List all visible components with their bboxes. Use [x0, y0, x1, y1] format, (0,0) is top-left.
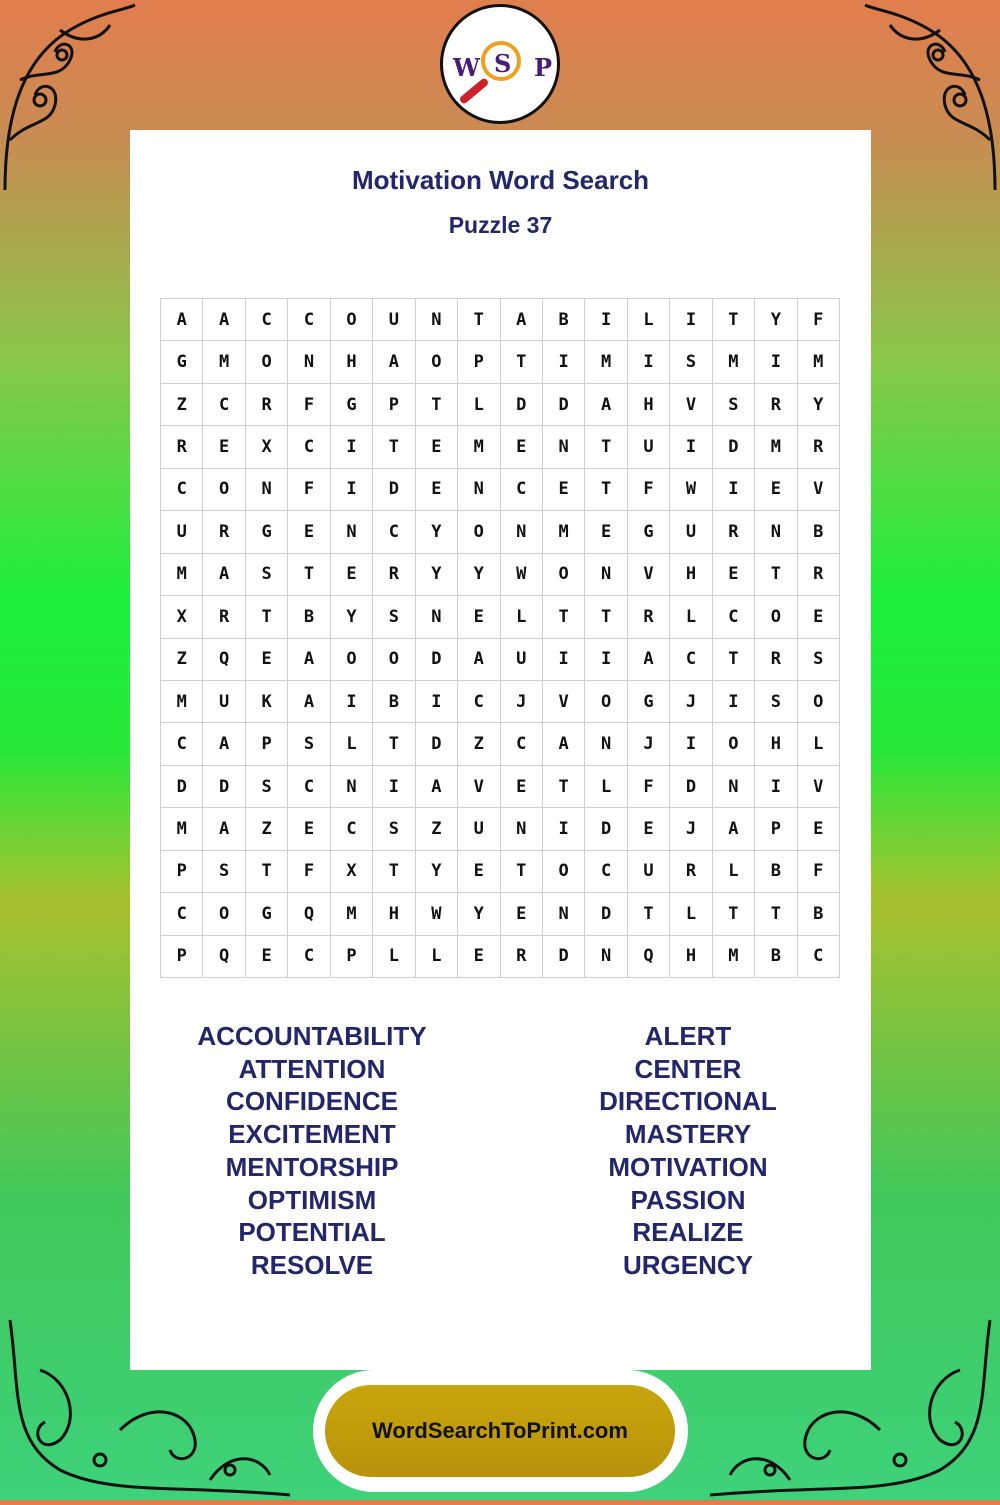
grid-cell[interactable]: R — [713, 511, 755, 553]
grid-cell[interactable]: V — [628, 554, 670, 596]
grid-cell[interactable]: E — [458, 936, 500, 978]
grid-cell[interactable]: N — [585, 723, 627, 765]
grid-cell[interactable]: Y — [458, 554, 500, 596]
grid-cell[interactable]: I — [331, 469, 373, 511]
word-list-item: URGENCY — [622, 1249, 753, 1280]
grid-cell[interactable]: E — [458, 596, 500, 638]
grid-cell[interactable]: G — [628, 511, 670, 553]
grid-cell[interactable]: V — [798, 766, 840, 808]
grid-cell[interactable]: U — [203, 681, 245, 723]
grid-cell[interactable]: O — [798, 681, 840, 723]
grid-cell[interactable]: D — [416, 723, 458, 765]
grid-cell[interactable]: M — [161, 554, 203, 596]
grid-cell[interactable]: T — [501, 341, 543, 383]
grid-cell[interactable]: E — [246, 639, 288, 681]
word-list-item: OPTIMISM — [247, 1184, 377, 1215]
grid-cell[interactable]: D — [670, 766, 712, 808]
grid-cell[interactable]: C — [161, 469, 203, 511]
grid-cell[interactable]: N — [713, 766, 755, 808]
grid-cell[interactable]: L — [331, 723, 373, 765]
logo-letter: S — [494, 49, 512, 78]
word-list-right — [508, 1020, 868, 1282]
grid-cell[interactable]: E — [501, 426, 543, 468]
grid-cell[interactable]: T — [246, 596, 288, 638]
grid-cell[interactable]: Y — [755, 299, 797, 341]
grid-cell[interactable]: T — [246, 851, 288, 893]
grid-cell[interactable]: L — [373, 936, 415, 978]
grid-cell[interactable]: T — [585, 469, 627, 511]
grid-cell[interactable]: P — [331, 936, 373, 978]
logo-letter: W — [453, 53, 480, 82]
grid-cell[interactable]: M — [798, 341, 840, 383]
grid-cell[interactable]: V — [798, 469, 840, 511]
grid-cell[interactable]: N — [543, 426, 585, 468]
grid-cell[interactable]: L — [416, 936, 458, 978]
grid-cell[interactable]: T — [543, 766, 585, 808]
grid-cell[interactable]: O — [331, 299, 373, 341]
grid-cell[interactable]: U — [670, 511, 712, 553]
grid-cell[interactable]: B — [373, 681, 415, 723]
word-list-item: RESOLVE — [250, 1249, 374, 1280]
grid-cell[interactable]: G — [246, 511, 288, 553]
grid-cell[interactable]: M — [713, 341, 755, 383]
grid-cell[interactable]: S — [246, 554, 288, 596]
grid-cell[interactable]: Y — [458, 893, 500, 935]
grid-cell[interactable]: T — [713, 893, 755, 935]
grid-cell[interactable]: E — [713, 554, 755, 596]
grid-cell[interactable]: D — [585, 808, 627, 850]
grid-cell[interactable]: Z — [161, 384, 203, 426]
grid-cell[interactable]: T — [585, 426, 627, 468]
grid-cell[interactable]: W — [416, 893, 458, 935]
grid-cell[interactable]: N — [416, 596, 458, 638]
grid-cell[interactable]: A — [373, 341, 415, 383]
word-list-item: REALIZE — [632, 1217, 744, 1248]
page-title: Motivation Word Search — [351, 165, 650, 195]
grid-cell[interactable]: F — [628, 469, 670, 511]
grid-cell[interactable]: I — [755, 766, 797, 808]
grid-cell[interactable]: B — [755, 851, 797, 893]
grid-cell[interactable]: I — [543, 808, 585, 850]
grid-cell[interactable]: E — [501, 766, 543, 808]
wsp-logo — [440, 4, 560, 124]
grid-cell[interactable]: C — [798, 936, 840, 978]
grid-cell[interactable]: C — [203, 384, 245, 426]
grid-cell[interactable]: O — [543, 851, 585, 893]
grid-cell[interactable]: C — [288, 426, 330, 468]
grid-cell[interactable]: O — [755, 596, 797, 638]
grid-cell[interactable]: N — [585, 936, 627, 978]
grid-cell[interactable]: N — [501, 808, 543, 850]
grid-cell[interactable]: O — [713, 723, 755, 765]
grid-cell[interactable]: I — [416, 681, 458, 723]
grid-cell[interactable]: Z — [458, 723, 500, 765]
grid-cell[interactable]: D — [713, 426, 755, 468]
grid-cell[interactable]: B — [543, 299, 585, 341]
grid-cell[interactable]: I — [628, 341, 670, 383]
grid-cell[interactable]: I — [585, 299, 627, 341]
grid-cell[interactable]: E — [798, 808, 840, 850]
grid-cell[interactable]: C — [458, 681, 500, 723]
grid-cell[interactable]: C — [501, 723, 543, 765]
grid-cell[interactable]: P — [161, 851, 203, 893]
grid-cell[interactable]: U — [628, 426, 670, 468]
website-link[interactable]: WordSearchToPrint.com — [325, 1385, 675, 1477]
grid-cell[interactable]: L — [670, 893, 712, 935]
grid-cell[interactable]: H — [670, 554, 712, 596]
grid-cell[interactable]: C — [331, 808, 373, 850]
grid-cell[interactable]: M — [458, 426, 500, 468]
grid-cell[interactable]: I — [713, 469, 755, 511]
grid-cell[interactable]: R — [628, 596, 670, 638]
grid-cell[interactable]: Q — [288, 893, 330, 935]
grid-cell[interactable]: A — [585, 384, 627, 426]
grid-cell[interactable]: F — [798, 851, 840, 893]
grid-cell[interactable]: F — [288, 851, 330, 893]
grid-cell[interactable]: N — [458, 469, 500, 511]
grid-cell[interactable]: H — [755, 723, 797, 765]
grid-cell[interactable]: T — [585, 596, 627, 638]
word-list-item: PASSION — [630, 1184, 746, 1215]
grid-cell[interactable]: Q — [628, 936, 670, 978]
grid-cell[interactable]: T — [416, 384, 458, 426]
grid-cell[interactable]: G — [331, 384, 373, 426]
grid-cell[interactable]: E — [203, 426, 245, 468]
grid-cell[interactable]: U — [628, 851, 670, 893]
grid-cell[interactable]: D — [543, 384, 585, 426]
grid-cell[interactable]: S — [670, 341, 712, 383]
grid-cell[interactable]: F — [628, 766, 670, 808]
grid-cell[interactable]: D — [161, 766, 203, 808]
grid-cell[interactable]: V — [458, 766, 500, 808]
grid-cell[interactable]: M — [543, 511, 585, 553]
grid-cell[interactable]: U — [373, 299, 415, 341]
grid-cell[interactable]: F — [288, 384, 330, 426]
grid-cell[interactable]: D — [203, 766, 245, 808]
grid-cell[interactable]: C — [161, 723, 203, 765]
grid-cell[interactable]: A — [543, 723, 585, 765]
grid-cell[interactable]: I — [373, 766, 415, 808]
grid-cell[interactable]: E — [288, 808, 330, 850]
grid-cell[interactable]: U — [501, 639, 543, 681]
grid-cell[interactable]: I — [670, 299, 712, 341]
grid-cell[interactable]: J — [628, 723, 670, 765]
grid-cell[interactable]: G — [628, 681, 670, 723]
grid-cell[interactable]: O — [585, 681, 627, 723]
grid-cell[interactable]: N — [288, 341, 330, 383]
word-list-left — [132, 1020, 492, 1282]
grid-cell[interactable]: L — [798, 723, 840, 765]
grid-cell[interactable]: R — [798, 554, 840, 596]
grid-cell[interactable]: F — [798, 299, 840, 341]
grid-cell[interactable]: O — [458, 511, 500, 553]
grid-cell[interactable]: A — [501, 299, 543, 341]
grid-cell[interactable]: Z — [246, 808, 288, 850]
grid-cell[interactable]: J — [501, 681, 543, 723]
grid-cell[interactable]: Z — [416, 808, 458, 850]
grid-cell[interactable]: M — [203, 341, 245, 383]
grid-cell[interactable]: C — [288, 299, 330, 341]
grid-cell[interactable]: S — [755, 681, 797, 723]
grid-cell[interactable]: H — [373, 893, 415, 935]
grid-cell[interactable]: M — [161, 808, 203, 850]
grid-cell[interactable]: O — [543, 554, 585, 596]
word-list-item: EXCITEMENT — [228, 1119, 396, 1150]
grid-cell[interactable]: L — [670, 596, 712, 638]
grid-cell[interactable]: N — [543, 893, 585, 935]
grid-cell[interactable]: G — [246, 893, 288, 935]
grid-cell[interactable]: X — [246, 426, 288, 468]
grid-cell[interactable]: O — [203, 893, 245, 935]
grid-cell[interactable]: V — [670, 384, 712, 426]
grid-cell[interactable]: A — [203, 554, 245, 596]
grid-cell[interactable]: B — [755, 936, 797, 978]
grid-cell[interactable]: I — [670, 723, 712, 765]
grid-cell[interactable]: I — [755, 341, 797, 383]
grid-cell[interactable]: R — [501, 936, 543, 978]
grid-cell[interactable]: E — [798, 596, 840, 638]
grid-cell[interactable]: M — [585, 341, 627, 383]
grid-cell[interactable]: H — [628, 384, 670, 426]
grid-cell[interactable]: S — [203, 851, 245, 893]
grid-cell[interactable]: X — [161, 596, 203, 638]
letter-grid — [160, 298, 840, 978]
grid-cell[interactable]: Y — [331, 596, 373, 638]
grid-cell[interactable]: Y — [416, 511, 458, 553]
grid-cell[interactable]: C — [246, 299, 288, 341]
grid-cell[interactable]: O — [331, 639, 373, 681]
grid-cell[interactable]: P — [246, 723, 288, 765]
grid-cell[interactable]: D — [585, 893, 627, 935]
grid-cell[interactable]: I — [543, 341, 585, 383]
grid-cell[interactable]: U — [458, 808, 500, 850]
grid-cell[interactable]: W — [670, 469, 712, 511]
grid-cell[interactable]: A — [416, 766, 458, 808]
corner-ornament-top-left-icon — [0, 0, 140, 200]
word-list-item: CENTER — [634, 1053, 742, 1084]
word-list-item: MASTERY — [624, 1119, 752, 1150]
grid-cell[interactable]: C — [585, 851, 627, 893]
grid-cell[interactable]: B — [288, 596, 330, 638]
word-list-item: CONFIDENCE — [226, 1086, 398, 1117]
grid-cell[interactable]: R — [798, 426, 840, 468]
grid-cell[interactable]: S — [288, 723, 330, 765]
grid-cell[interactable]: L — [713, 851, 755, 893]
grid-cell[interactable]: C — [713, 596, 755, 638]
grid-cell[interactable]: C — [501, 469, 543, 511]
grid-cell[interactable]: P — [373, 384, 415, 426]
grid-cell[interactable]: A — [288, 639, 330, 681]
grid-cell[interactable]: S — [246, 766, 288, 808]
grid-cell[interactable]: O — [203, 469, 245, 511]
grid-cell[interactable]: D — [416, 639, 458, 681]
grid-cell[interactable]: T — [373, 851, 415, 893]
grid-cell[interactable]: S — [373, 808, 415, 850]
word-list-item: POTENTIAL — [238, 1217, 386, 1248]
grid-cell[interactable]: L — [628, 299, 670, 341]
grid-cell[interactable]: T — [288, 554, 330, 596]
grid-cell[interactable]: E — [585, 511, 627, 553]
grid-cell[interactable]: T — [373, 723, 415, 765]
grid-cell[interactable]: R — [373, 554, 415, 596]
grid-cell[interactable]: R — [161, 426, 203, 468]
grid-cell[interactable]: T — [755, 554, 797, 596]
grid-cell[interactable]: E — [246, 936, 288, 978]
puzzle-card — [130, 130, 871, 1370]
grid-cell[interactable]: E — [331, 554, 373, 596]
grid-cell[interactable]: R — [670, 851, 712, 893]
word-list-item: DIRECTIONAL — [599, 1086, 777, 1117]
grid-cell[interactable]: R — [203, 511, 245, 553]
word-list-item: ACCOUNTABILITY — [197, 1021, 427, 1051]
grid-cell[interactable]: N — [331, 766, 373, 808]
grid-cell[interactable]: X — [331, 851, 373, 893]
grid-cell[interactable]: C — [288, 936, 330, 978]
grid-cell[interactable]: P — [458, 341, 500, 383]
grid-cell[interactable]: T — [628, 893, 670, 935]
grid-cell[interactable]: C — [161, 893, 203, 935]
grid-cell[interactable]: A — [628, 639, 670, 681]
grid-cell[interactable]: T — [501, 851, 543, 893]
grid-cell[interactable]: A — [458, 639, 500, 681]
grid-cell[interactable]: P — [755, 808, 797, 850]
grid-cell[interactable]: I — [331, 681, 373, 723]
grid-cell[interactable]: M — [713, 936, 755, 978]
logo-letter: P — [534, 53, 553, 82]
grid-cell[interactable]: I — [670, 426, 712, 468]
grid-cell[interactable]: E — [755, 469, 797, 511]
grid-cell[interactable]: B — [798, 893, 840, 935]
grid-cell[interactable]: D — [543, 936, 585, 978]
grid-cell[interactable]: H — [670, 936, 712, 978]
grid-cell[interactable]: C — [373, 511, 415, 553]
grid-cell[interactable]: C — [670, 639, 712, 681]
grid-cell[interactable]: N — [755, 511, 797, 553]
grid-cell[interactable]: D — [373, 469, 415, 511]
grid-cell[interactable]: O — [373, 639, 415, 681]
grid-cell[interactable]: T — [373, 426, 415, 468]
word-list-item: MOTIVATION — [608, 1151, 768, 1182]
grid-cell[interactable]: S — [373, 596, 415, 638]
grid-cell[interactable]: L — [458, 384, 500, 426]
grid-cell[interactable]: B — [798, 511, 840, 553]
grid-cell[interactable]: V — [543, 681, 585, 723]
grid-cell[interactable]: T — [458, 299, 500, 341]
grid-cell[interactable]: Q — [203, 936, 245, 978]
grid-cell[interactable]: J — [670, 808, 712, 850]
grid-cell[interactable]: E — [416, 469, 458, 511]
grid-cell[interactable]: A — [288, 681, 330, 723]
word-list-item: ATTENTION — [238, 1053, 386, 1084]
grid-cell[interactable]: R — [755, 384, 797, 426]
grid-cell[interactable]: I — [543, 639, 585, 681]
grid-cell[interactable]: K — [246, 681, 288, 723]
grid-cell[interactable]: Q — [203, 639, 245, 681]
grid-cell[interactable]: F — [288, 469, 330, 511]
grid-cell[interactable]: C — [288, 766, 330, 808]
grid-cell[interactable]: L — [585, 766, 627, 808]
grid-cell[interactable]: T — [713, 299, 755, 341]
grid-cell[interactable]: S — [713, 384, 755, 426]
grid-cell[interactable]: S — [798, 639, 840, 681]
grid-cell[interactable]: M — [755, 426, 797, 468]
grid-cell[interactable]: O — [416, 341, 458, 383]
grid-cell[interactable]: L — [501, 596, 543, 638]
grid-cell[interactable]: T — [713, 639, 755, 681]
grid-cell[interactable]: R — [755, 639, 797, 681]
grid-cell[interactable]: R — [203, 596, 245, 638]
grid-cell[interactable]: M — [161, 681, 203, 723]
grid-cell[interactable]: A — [203, 299, 245, 341]
grid-cell[interactable]: I — [585, 639, 627, 681]
puzzle-number: Puzzle 37 — [448, 212, 553, 238]
grid-cell[interactable]: T — [543, 596, 585, 638]
grid-cell[interactable]: A — [161, 299, 203, 341]
grid-cell[interactable]: A — [203, 808, 245, 850]
grid-cell[interactable]: N — [416, 299, 458, 341]
grid-cell[interactable]: E — [628, 808, 670, 850]
grid-cell[interactable]: I — [331, 426, 373, 468]
grid-cell[interactable]: E — [543, 469, 585, 511]
corner-ornament-top-right-icon — [860, 0, 1000, 200]
grid-cell[interactable]: N — [331, 511, 373, 553]
grid-cell[interactable]: A — [713, 808, 755, 850]
grid-cell[interactable]: N — [585, 554, 627, 596]
grid-cell[interactable]: N — [501, 511, 543, 553]
grid-cell[interactable]: T — [755, 893, 797, 935]
grid-cell[interactable]: U — [161, 511, 203, 553]
grid-cell[interactable]: I — [713, 681, 755, 723]
grid-cell[interactable]: G — [161, 341, 203, 383]
grid-cell[interactable]: H — [331, 341, 373, 383]
grid-cell[interactable]: E — [416, 426, 458, 468]
grid-cell[interactable]: M — [331, 893, 373, 935]
grid-cell[interactable]: O — [246, 341, 288, 383]
grid-cell[interactable]: E — [501, 893, 543, 935]
grid-cell[interactable]: J — [670, 681, 712, 723]
grid-cell[interactable]: A — [203, 723, 245, 765]
grid-cell[interactable]: N — [246, 469, 288, 511]
grid-cell[interactable]: Y — [416, 851, 458, 893]
word-list-item: ALERT — [644, 1021, 732, 1051]
grid-cell[interactable]: Y — [798, 384, 840, 426]
grid-cell[interactable]: P — [161, 936, 203, 978]
grid-cell[interactable]: E — [458, 851, 500, 893]
grid-cell[interactable]: Z — [161, 639, 203, 681]
word-list-item: MENTORSHIP — [225, 1151, 399, 1182]
grid-cell[interactable]: E — [288, 511, 330, 553]
grid-cell[interactable]: Y — [416, 554, 458, 596]
grid-cell[interactable]: W — [501, 554, 543, 596]
grid-cell[interactable]: R — [246, 384, 288, 426]
grid-cell[interactable]: D — [501, 384, 543, 426]
